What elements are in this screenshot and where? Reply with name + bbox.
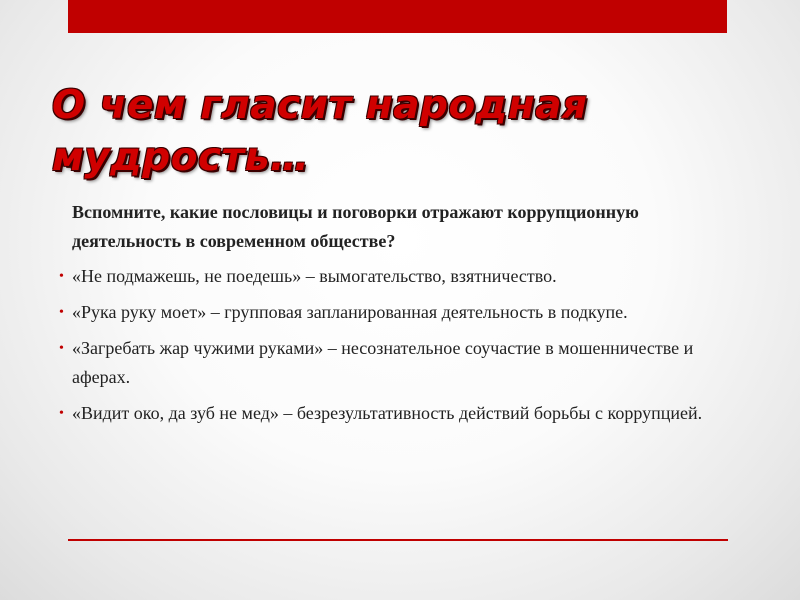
bullet-icon: • bbox=[59, 406, 64, 421]
proverb-item bbox=[59, 298, 732, 327]
proverb-list bbox=[59, 262, 732, 428]
slide-body bbox=[59, 198, 732, 435]
proverb-item bbox=[59, 262, 732, 291]
proverb-text: «Не подмажешь, не поедешь» – вымогательство, взятничество. bbox=[72, 266, 557, 286]
bullet-icon: • bbox=[59, 341, 64, 356]
top-accent-bar bbox=[68, 0, 727, 33]
slide-title: О чем гласит народная мудрость… bbox=[52, 83, 588, 180]
proverb-text: «Видит око, да зуб не мед» – безрезультативность действий борьбы с коррупцией. bbox=[72, 403, 703, 423]
slide-question: Вспомните, какие пословицы и поговорки отражают коррупционную деятельность в современном обществе? bbox=[72, 202, 639, 251]
bullet-icon: • bbox=[59, 305, 64, 320]
proverb-text: «Рука руку моет» – групповая запланированная деятельность в подкупе. bbox=[72, 302, 628, 322]
proverb-item bbox=[59, 399, 732, 428]
bottom-divider bbox=[68, 539, 728, 541]
bullet-icon: • bbox=[59, 269, 64, 284]
proverb-item bbox=[59, 334, 732, 392]
proverb-text: «Загребать жар чужими руками» – несознательное соучастие в мошенничестве и аферах. bbox=[72, 338, 694, 387]
